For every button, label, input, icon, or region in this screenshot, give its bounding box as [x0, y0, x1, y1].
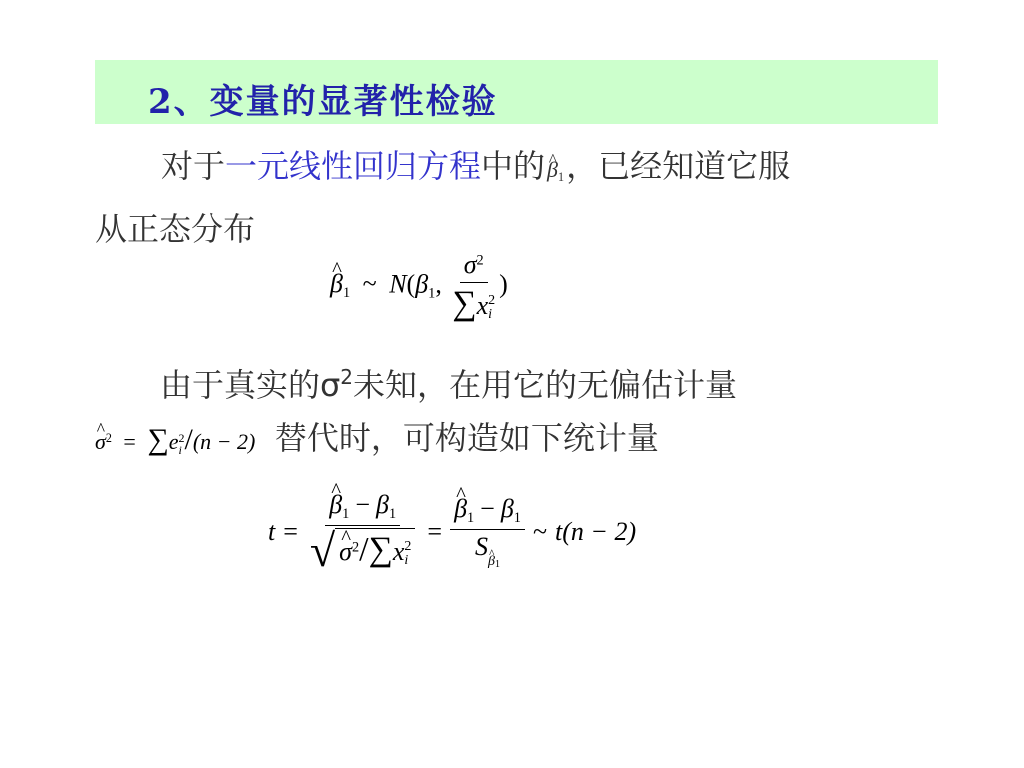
para3-text: 替代时，可构造如下统计量: [274, 419, 659, 457]
formula1-fraction: $\sigma^2$ ∑x 2 i: [452, 250, 496, 323]
paragraph-1: [95, 140, 955, 255]
para1-highlight: 一元线性回归方程: [225, 147, 482, 185]
paragraph-3: [95, 413, 659, 459]
formula-t-statistic: t = ^ $\beta_1 - \beta_1$ √ ^ $\sigma^2/\sum x$ 2 i = ^ $\frac{\beta_1 - \beta_1}{S\^{} \beta_1}$ ~ t(n − 2): [268, 490, 636, 574]
para1-mid: 中的: [481, 147, 546, 185]
para1-after: ，已经知道它服: [566, 147, 791, 185]
para1-line2: 从正态分布: [95, 210, 256, 249]
t-fraction-2: ^ $\frac{\beta_1 - \beta_1}{S\^{} \beta_1}$: [450, 494, 525, 570]
formula-sigma-hat-estimate: ^ $\sigma^2 = \sum e$ 2 i /(n − 2): [95, 429, 261, 454]
beta-hat-inline: ^ $\beta_1$: [547, 144, 564, 203]
para1-intro: 对于: [161, 147, 226, 185]
paragraph-2: 由于真实的$\sigma^2$未知，在用它的无偏估计量: [160, 365, 738, 404]
t-fraction-1: ^ $\beta_1 - \beta_1$ √ ^ $\sigma^2/\sum x$ 2 i: [306, 490, 419, 574]
slide-title: 2、变量的显著性检验: [148, 82, 498, 122]
formula-normal-distribution: ^ $\beta_1$ ~ $N(\beta_1$, $\sigma^2$ ∑x 2 i ): [330, 250, 508, 323]
sqrt-icon: √: [309, 525, 336, 576]
formula1-beta-hat: ^ $\beta_1$: [330, 269, 350, 302]
